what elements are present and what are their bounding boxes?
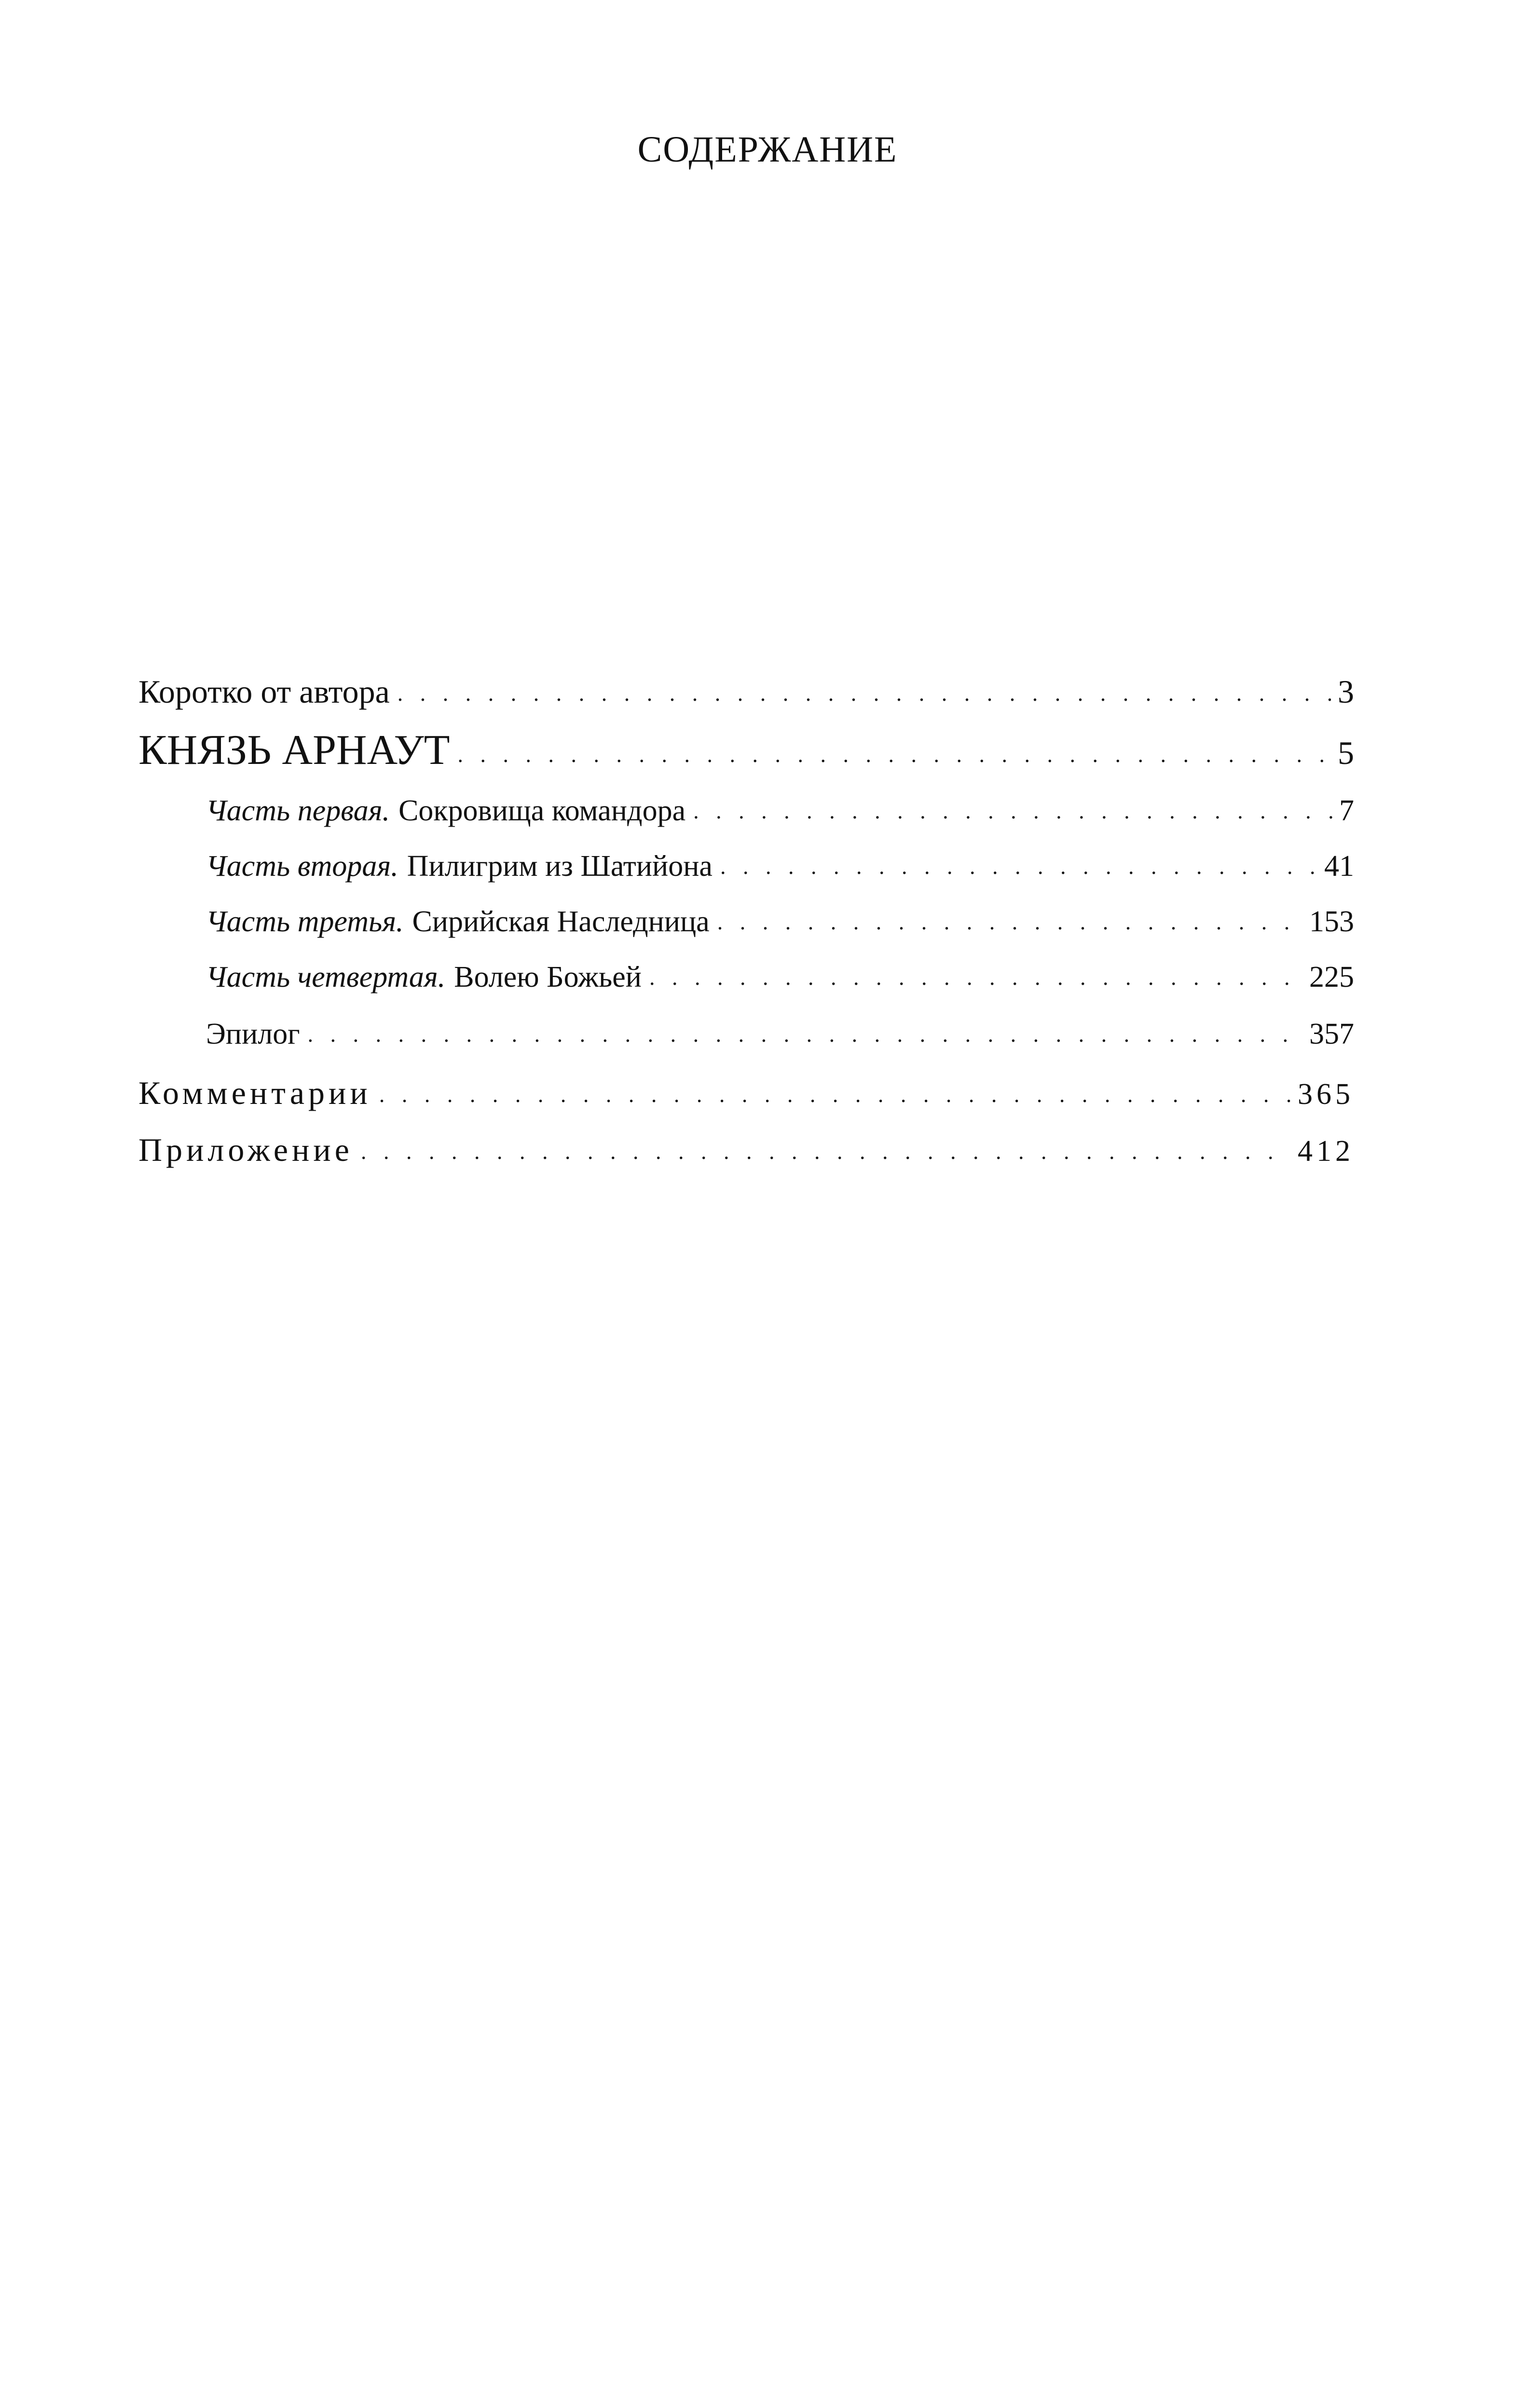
toc-entry-title: КНЯЗЬ АРНАУТ: [138, 727, 450, 774]
toc-entry-appendix[interactable]: [138, 1133, 1354, 1166]
toc-entry-page: 41: [1324, 850, 1354, 883]
toc-entry-page: 5: [1338, 735, 1354, 771]
toc-entry-epilogue[interactable]: [206, 1019, 1354, 1049]
toc-entry-title: Пилигрим из Шатийона: [407, 850, 713, 883]
dot-leader: [457, 727, 1331, 770]
dot-leader: [379, 1075, 1291, 1107]
toc-entry-book-title[interactable]: [138, 729, 1354, 772]
dot-leader: [397, 673, 1331, 706]
toc-entry-page: 412: [1298, 1135, 1354, 1168]
toc-entry-part-2[interactable]: [206, 851, 1354, 881]
toc-entry-page: 365: [1298, 1078, 1354, 1111]
dot-leader: [717, 905, 1302, 935]
dot-leader: [720, 849, 1317, 879]
toc-entry-title: Сокровища командора: [398, 794, 686, 827]
toc-part-label: Часть первая.: [206, 794, 390, 827]
toc-entry-page: 3: [1338, 673, 1354, 710]
dot-leader: [693, 794, 1332, 824]
toc-entry-title: Эпилог: [206, 1018, 300, 1050]
toc-entry-part-3[interactable]: [206, 907, 1354, 937]
toc-entry-title: Комментарии: [138, 1075, 371, 1111]
toc-entry-title: Волею Божьей: [454, 961, 642, 993]
toc-part-label: Часть четвертая.: [206, 961, 446, 993]
toc-part-label: Часть вторая.: [206, 850, 398, 883]
toc-entry-page: 7: [1339, 794, 1354, 827]
toc-entry-title: Коротко от автора: [138, 673, 390, 710]
toc-entry-title: Приложение: [138, 1131, 353, 1168]
toc-entry-part-4[interactable]: [206, 962, 1354, 992]
dot-leader: [649, 960, 1302, 990]
toc-entry-part-1[interactable]: [206, 796, 1354, 826]
toc-entry-author-note[interactable]: [138, 675, 1354, 708]
toc-entry-title: Сирийская Наследница: [412, 905, 710, 938]
page-title: СОДЕРЖАНИЕ: [637, 129, 898, 170]
toc-entry-commentary[interactable]: [138, 1076, 1354, 1109]
dot-leader: [361, 1131, 1291, 1164]
toc-entry-page: 357: [1309, 1018, 1354, 1050]
toc-entry-page: 153: [1309, 905, 1354, 938]
toc-entry-page: 225: [1309, 961, 1354, 993]
dot-leader: [308, 1017, 1302, 1047]
toc-part-label: Часть третья.: [206, 905, 404, 938]
